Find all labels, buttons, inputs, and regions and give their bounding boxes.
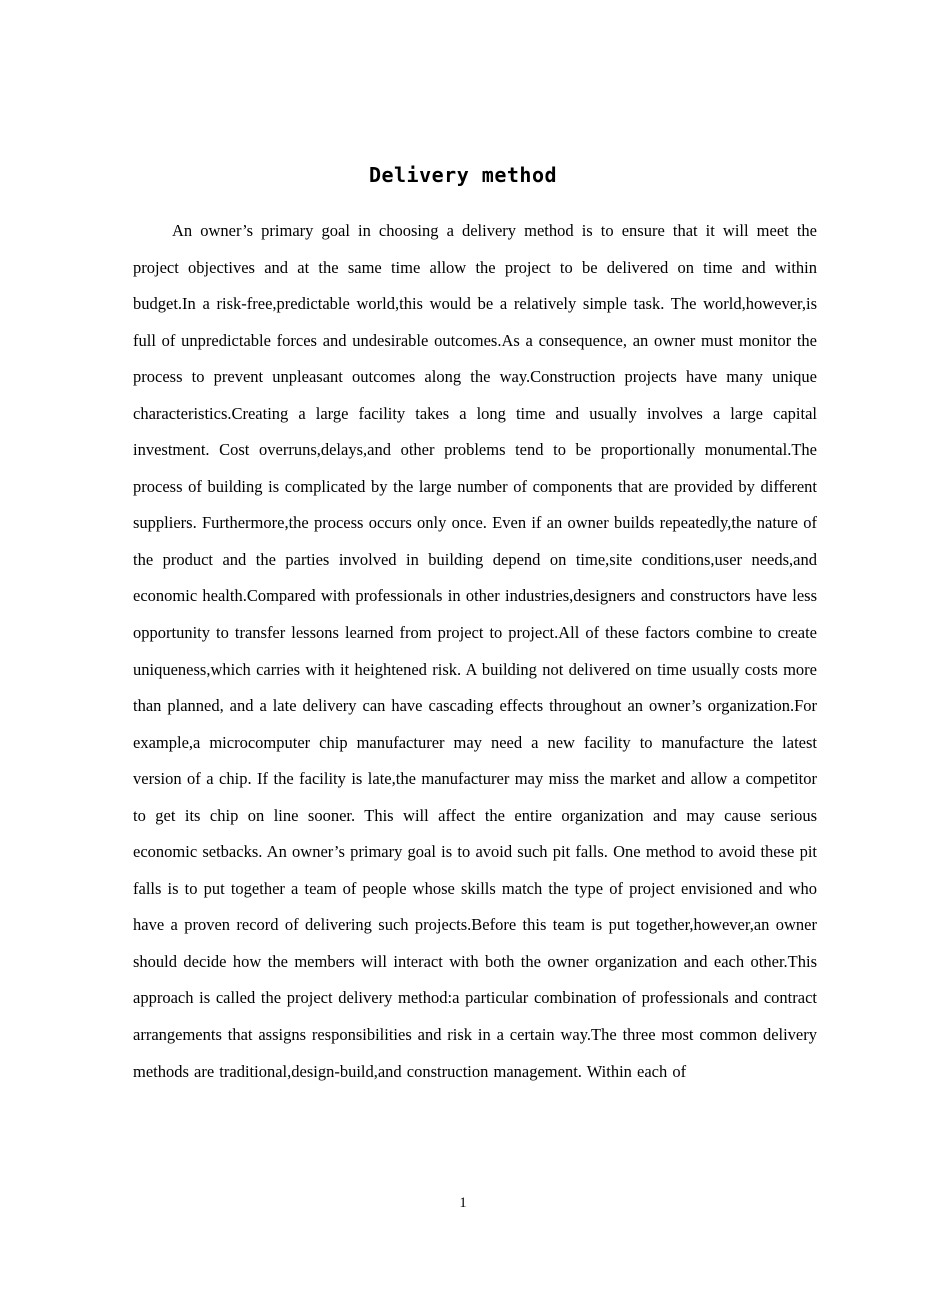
page-number: 1 [459,1195,467,1211]
body-paragraph: An owner’s primary goal in choosing a delivery method is to ensure that it will meet the project objectives and at the same time allow the project to be delivered on time and within budget.In a risk-free,predictable world,this would be a relatively simple task. The world,however,is full of unpredictable forces and undesirable outcomes.As a consequence, an owner must monitor the process to prevent unpleasant outcomes along the way.Construction projects have many unique characteristics.Creating a large facility takes a long time and usually involves a large capital investment. Cost overruns,delays,and other problems tend to be proportionally monumental.The process of building is complicated by the large number of components that are provided by different suppliers. Furthermore,the process occurs only once. Even if an owner builds repeatedly,the nature of the product and the parties involved in building depend on time,site conditions,user needs,and economic health.Compared with professionals in other industries,designers and constructors have less opportunity to transfer lessons learned from project to project.All of these factors combine to create uniqueness,which carries with it heightened risk. A building not delivered on time usually costs more than planned, and a late delivery can have cascading effects throughout an owner’s organization.For example,a microcomputer chip manufacturer may need a new facility to manufacture the latest version of a chip. If the facility is late,the manufacturer may miss the market and allow a competitor to get its chip on line sooner. This will affect the entire organization and may cause serious economic setbacks. An owner’s primary goal is to avoid such pit falls. One method to avoid these pit falls is to put together a team of people whose skills match the type of project envisioned and who have a proven record of delivering such projects.Before this team is put together,however,an owner should decide how the members will interact with both the owner organization and each other.This approach is called the project delivery method:a particular combination of professionals and contract arrangements that assigns responsibilities and risk in a certain way.The three most common delivery methods are traditional,design-build,and construction management. Within each of [133,221,817,1081]
document-title: Delivery method [368,163,558,187]
